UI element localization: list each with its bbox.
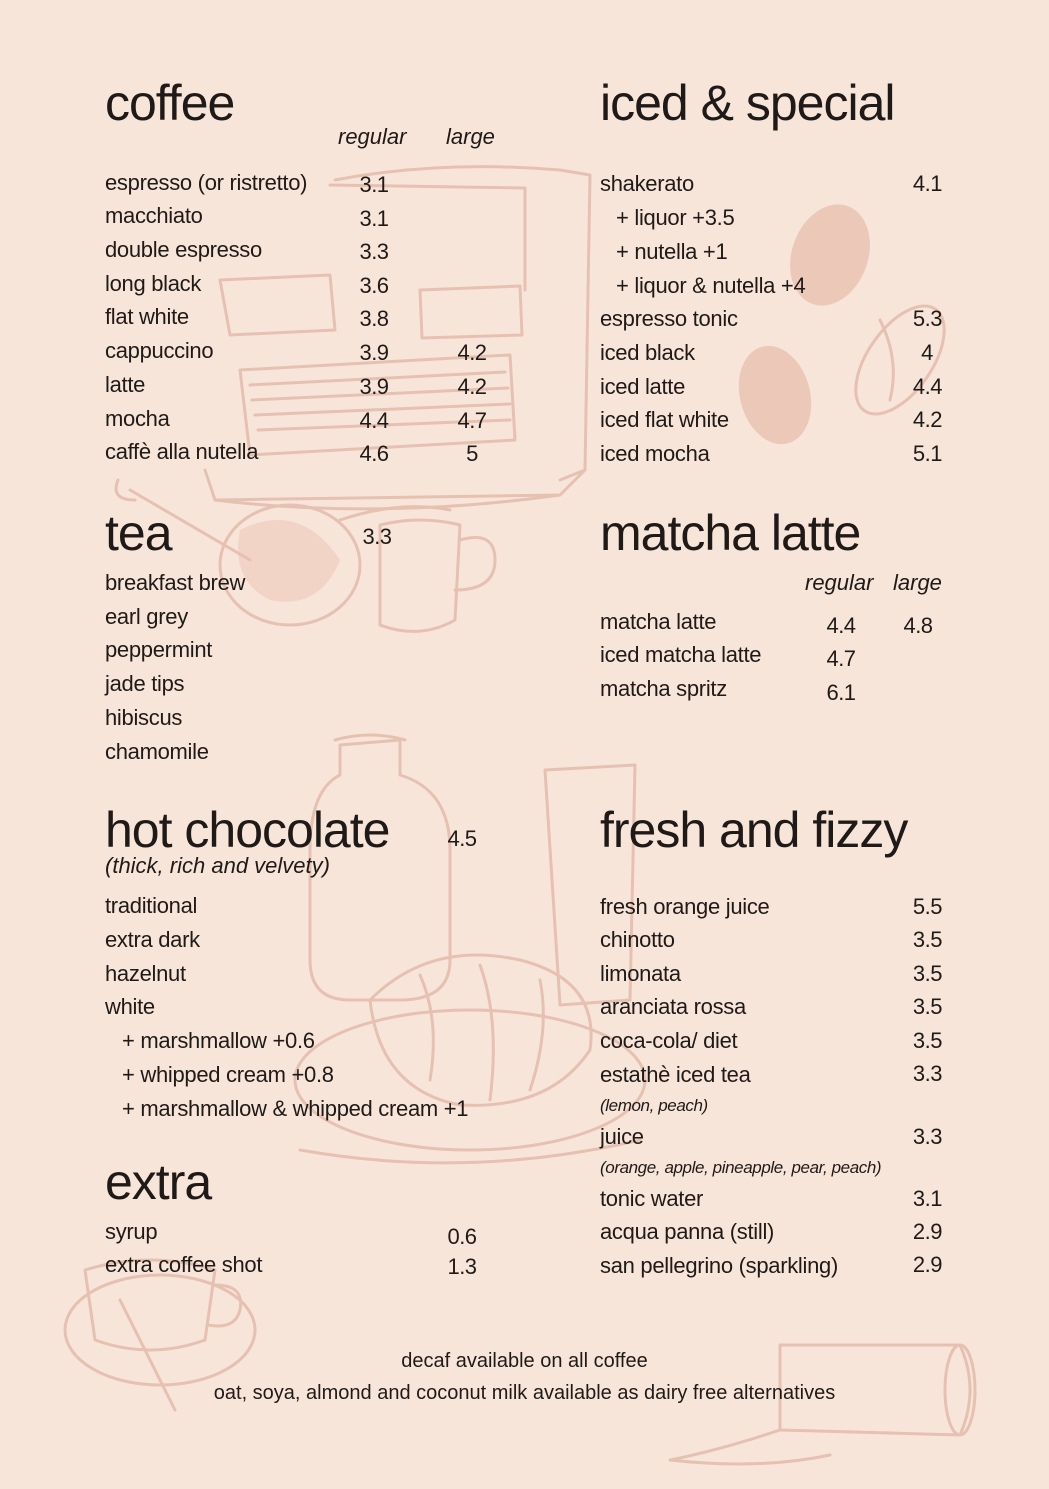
hot-chocolate-addon: + marshmallow & whipped cream +1 <box>122 1096 469 1121</box>
hot-chocolate-item: traditional <box>105 893 198 918</box>
iced-item: iced mocha <box>600 441 710 466</box>
fresh-heading: fresh and fizzy <box>600 802 908 858</box>
tea-item: chamomile <box>105 739 209 764</box>
tea-item: breakfast brew <box>105 570 246 595</box>
fresh-item: san pellegrino (sparkling) <box>600 1253 838 1278</box>
coffee-price-regular: 3.1 <box>359 172 389 197</box>
hot-chocolate-price: 4.5 <box>447 826 477 851</box>
fresh-price: 2.9 <box>912 1219 942 1244</box>
matcha-item: iced matcha latte <box>600 642 762 667</box>
tea-heading: tea <box>105 505 172 561</box>
tea-item: peppermint <box>105 637 213 662</box>
fresh-item: tonic water <box>600 1186 704 1211</box>
tea-item: jade tips <box>105 671 185 696</box>
iced-addon: + liquor & nutella +4 <box>616 273 806 298</box>
extra-heading: extra <box>105 1154 212 1210</box>
fresh-item: acqua panna (still) <box>600 1219 775 1244</box>
bottle-illustration <box>310 735 450 1000</box>
coffee-item: double espresso <box>105 237 262 262</box>
tea-price: 3.3 <box>362 524 392 549</box>
coffee-price-regular: 4.4 <box>359 408 389 433</box>
matcha-price-regular: 4.7 <box>826 646 856 671</box>
fresh-price: 3.5 <box>912 1028 942 1053</box>
coffee-price-regular: 4.6 <box>359 441 389 466</box>
fresh-item: chinotto <box>600 927 675 952</box>
hot-chocolate-item: white <box>105 994 155 1019</box>
coffee-item: macchiato <box>105 203 203 228</box>
fresh-price: 3.1 <box>912 1186 942 1211</box>
matcha-item: matcha spritz <box>600 676 727 701</box>
hot-chocolate-subtitle: (thick, rich and velvety) <box>105 853 330 878</box>
extra-price: 0.6 <box>447 1224 477 1249</box>
fresh-price: 3.3 <box>912 1124 942 1149</box>
coffee-price-regular: 3.9 <box>359 374 389 399</box>
fresh-item: fresh orange juice <box>600 894 770 919</box>
iced-addon: + liquor +3.5 <box>616 205 735 230</box>
coffee-item: flat white <box>105 304 189 329</box>
coffee-col-regular: regular <box>338 124 407 149</box>
footer-milk-note: oat, soya, almond and coconut milk available as dairy free alternatives <box>213 1382 836 1404</box>
iced-item: iced latte <box>600 374 686 399</box>
fresh-note: (lemon, peach) <box>600 1096 708 1115</box>
extra-price: 1.3 <box>447 1254 477 1279</box>
fresh-price: 5.5 <box>912 894 942 919</box>
hot-chocolate-item: hazelnut <box>105 961 186 986</box>
coffee-item: latte <box>105 372 146 397</box>
fresh-item: limonata <box>600 961 681 986</box>
fresh-item: juice <box>600 1124 644 1149</box>
coffee-price-large: 5 <box>466 441 478 466</box>
fresh-note: (orange, apple, pineapple, pear, peach) <box>600 1158 882 1177</box>
coffee-price-large: 4.2 <box>457 340 487 365</box>
iced-price: 5.1 <box>912 441 942 466</box>
iced-heading: iced & special <box>600 75 895 131</box>
matcha-col-large: large <box>893 570 942 595</box>
espresso-machine-illustration <box>205 167 590 509</box>
coffee-item: cappuccino <box>105 338 214 363</box>
coffee-item: long black <box>105 271 202 296</box>
coffee-col-large: large <box>446 124 495 149</box>
iced-price: 5.3 <box>912 306 942 331</box>
hot-chocolate-item: extra dark <box>105 927 200 952</box>
fresh-item: aranciata rossa <box>600 994 746 1019</box>
coffee-price-regular: 3.3 <box>359 239 389 264</box>
hot-chocolate-heading: hot chocolate <box>105 802 390 858</box>
fresh-price: 3.5 <box>912 927 942 952</box>
iced-price: 4 <box>921 340 933 365</box>
fresh-item: coca-cola/ diet <box>600 1028 738 1053</box>
coffee-item: espresso (or ristretto) <box>105 170 308 195</box>
extra-item: extra coffee shot <box>105 1252 263 1277</box>
iced-price: 4.1 <box>912 171 942 196</box>
hot-chocolate-addon: + whipped cream +0.8 <box>122 1062 334 1087</box>
coffee-item: mocha <box>105 406 170 431</box>
iced-price: 4.2 <box>912 407 942 432</box>
hot-chocolate-addon: + marshmallow +0.6 <box>122 1028 315 1053</box>
coffee-price-regular: 3.6 <box>359 273 389 298</box>
fresh-price: 3.5 <box>912 961 942 986</box>
footer-decaf-note: decaf available on all coffee <box>401 1350 648 1372</box>
coffee-heading: coffee <box>105 75 235 131</box>
fresh-item: estathè iced tea <box>600 1062 751 1087</box>
iced-item: espresso tonic <box>600 306 738 331</box>
coffee-item: caffè alla nutella <box>105 439 259 464</box>
matcha-price-regular: 4.4 <box>826 613 856 638</box>
coffee-price-regular: 3.9 <box>359 340 389 365</box>
fresh-price: 3.3 <box>912 1061 942 1086</box>
matcha-heading: matcha latte <box>600 505 861 561</box>
iced-item: iced flat white <box>600 407 729 432</box>
matcha-col-regular: regular <box>805 570 874 595</box>
matcha-price-large: 4.8 <box>903 613 933 638</box>
iced-price: 4.4 <box>912 374 942 399</box>
iced-item: iced black <box>600 340 695 365</box>
coffee-price-large: 4.2 <box>457 374 487 399</box>
croissant-illustration <box>295 955 645 1163</box>
iced-addon: + nutella +1 <box>616 239 728 264</box>
coffee-price-large: 4.7 <box>457 408 487 433</box>
matcha-item: matcha latte <box>600 609 717 634</box>
coffee-price-regular: 3.1 <box>359 206 389 231</box>
extra-item: syrup <box>105 1219 158 1244</box>
tea-item: earl grey <box>105 604 188 629</box>
tea-item: hibiscus <box>105 705 183 730</box>
coffee-price-regular: 3.8 <box>359 306 389 331</box>
fresh-price: 3.5 <box>912 994 942 1019</box>
fresh-price: 2.9 <box>912 1252 942 1277</box>
iced-item: shakerato <box>600 171 694 196</box>
matcha-price-regular: 6.1 <box>826 680 856 705</box>
